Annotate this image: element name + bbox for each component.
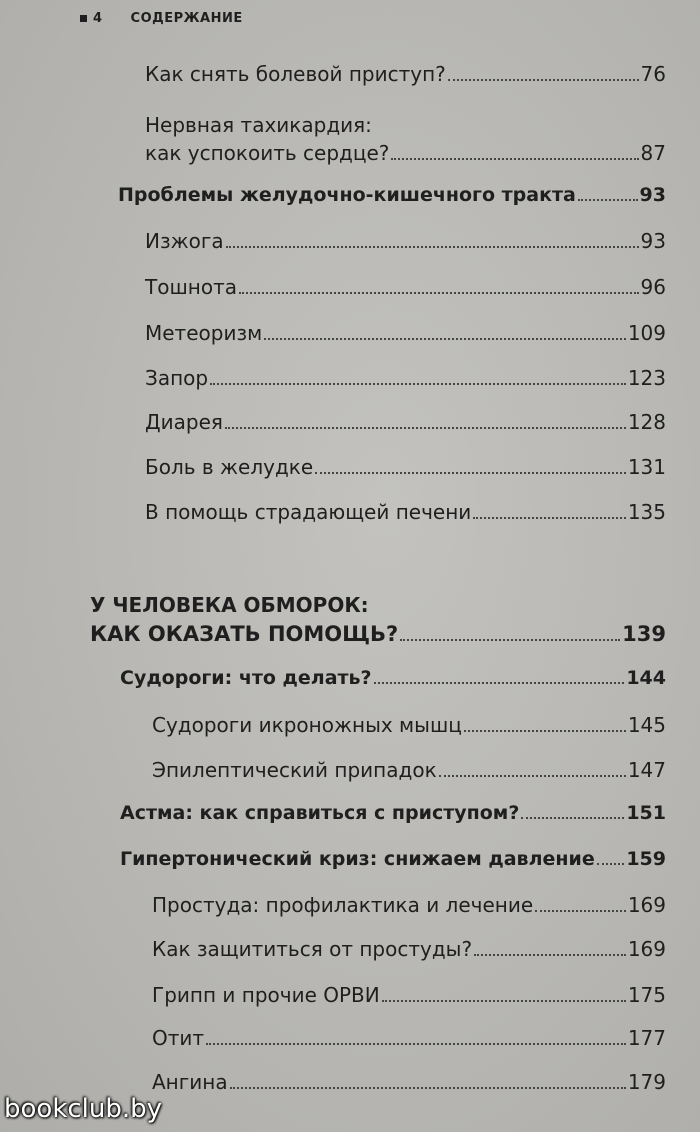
leader-dots	[391, 158, 638, 160]
toc-entry-page: 179	[627, 1070, 666, 1094]
leader-dots	[521, 817, 624, 819]
toc-section-page: 93	[639, 184, 666, 206]
toc-entry	[152, 983, 666, 1007]
toc-entry-title: Эпилептический припадок	[152, 758, 437, 782]
toc-entry	[152, 1026, 666, 1050]
toc-chapter-page: 139	[622, 622, 666, 646]
toc-entry-page: 128	[627, 410, 666, 434]
leader-dots	[400, 639, 620, 641]
toc-section-title: Проблемы желудочно-кишечного тракта	[118, 184, 576, 206]
toc-section-page: 151	[626, 802, 666, 824]
toc-entry-page: 177	[627, 1026, 666, 1050]
toc-entry-page: 123	[627, 366, 666, 390]
toc-entry-page: 175	[627, 983, 666, 1007]
leader-dots	[597, 863, 625, 865]
toc-entry-title: Отит	[152, 1026, 205, 1050]
leader-dots	[448, 79, 639, 81]
leader-dots	[578, 199, 638, 201]
leader-dots	[226, 246, 639, 248]
toc-entry	[145, 500, 666, 524]
toc-entry-page: 131	[627, 455, 666, 479]
toc-entry	[145, 410, 666, 434]
page-number: 4	[93, 10, 103, 26]
leader-dots	[230, 1087, 626, 1089]
leader-dots	[264, 338, 626, 340]
toc-entry-title: Простуда: профилактика и лечение	[152, 893, 534, 917]
leader-dots	[535, 910, 626, 912]
toc-entry	[152, 937, 666, 961]
toc-section-title: Гипертонический криз: снижаем давление	[120, 848, 595, 870]
leader-dots	[473, 517, 626, 519]
toc-entry-title: Запор	[145, 366, 209, 390]
toc-entry-title-line1: Нервная тахикардия:	[145, 113, 372, 137]
page-title: СОДЕРЖАНИЕ	[130, 10, 243, 26]
toc-entry-title: Грипп и прочие ОРВИ	[152, 983, 380, 1007]
toc-entry-title: Тошнота	[145, 275, 237, 299]
toc-section	[120, 667, 666, 689]
toc-entry-title: Диарея	[145, 410, 223, 434]
toc-entry-page: 145	[627, 713, 666, 737]
toc-section	[118, 184, 666, 206]
toc-entry	[152, 758, 666, 782]
toc-entry-title: Изжога	[145, 229, 224, 253]
toc-section	[120, 848, 666, 870]
toc-section-page: 159	[626, 848, 666, 870]
toc-section	[120, 802, 666, 824]
toc-entry-page: 109	[627, 321, 666, 345]
toc-entry-page: 169	[627, 937, 666, 961]
leader-dots	[239, 292, 639, 294]
toc-entry-page: 76	[640, 62, 666, 86]
leader-dots	[382, 1000, 626, 1002]
toc-entry-title: Ангина	[152, 1070, 228, 1094]
leader-dots	[315, 472, 626, 474]
leader-dots	[206, 1043, 626, 1045]
toc-entry-title: Метеоризм	[145, 321, 263, 345]
toc-entry	[145, 321, 666, 345]
toc-entry	[145, 455, 666, 479]
toc-entry-page: 135	[627, 500, 666, 524]
toc-entry-title: Судороги икроножных мышц	[152, 713, 462, 737]
toc-entry	[145, 366, 666, 390]
watermark: bookclub.by	[4, 1094, 163, 1124]
toc-entry	[152, 1070, 666, 1094]
toc-entry-page: 87	[640, 141, 666, 165]
toc-entry-title: В помощь страдающей печени	[145, 500, 472, 524]
toc-entry	[152, 713, 666, 737]
toc-entry	[152, 893, 666, 917]
leader-dots	[374, 682, 625, 684]
toc-entry-title: Боль в желудке	[145, 455, 314, 479]
toc-entry-page: 147	[627, 758, 666, 782]
leader-dots	[225, 427, 626, 429]
toc-chapter	[90, 622, 666, 646]
toc-entry-page: 96	[640, 275, 666, 299]
toc-chapter-title-line1: У ЧЕЛОВЕКА ОБМОРОК:	[90, 593, 369, 617]
toc-entry-page: 169	[627, 893, 666, 917]
toc-entry	[145, 275, 666, 299]
square-bullet-icon	[80, 15, 87, 22]
toc-entry	[145, 62, 666, 86]
toc-entry	[145, 141, 666, 165]
leader-dots	[210, 383, 626, 385]
toc-section-title: Судороги: что делать?	[120, 667, 372, 689]
toc-entry-title: как успокоить сердце?	[145, 141, 390, 165]
toc-entry-title: Как снять болевой приступ?	[145, 62, 446, 86]
toc-entry	[145, 229, 666, 253]
running-header	[80, 8, 243, 28]
leader-dots	[474, 954, 626, 956]
toc-entry-page: 93	[640, 229, 666, 253]
leader-dots	[464, 730, 626, 732]
toc-section-page: 144	[626, 667, 666, 689]
leader-dots	[439, 775, 626, 777]
toc-section-title: Астма: как справиться с приступом?	[120, 802, 520, 824]
toc-chapter-title: КАК ОКАЗАТЬ ПОМОЩЬ?	[90, 622, 399, 646]
toc-entry-title: Как защититься от простуды?	[152, 937, 473, 961]
